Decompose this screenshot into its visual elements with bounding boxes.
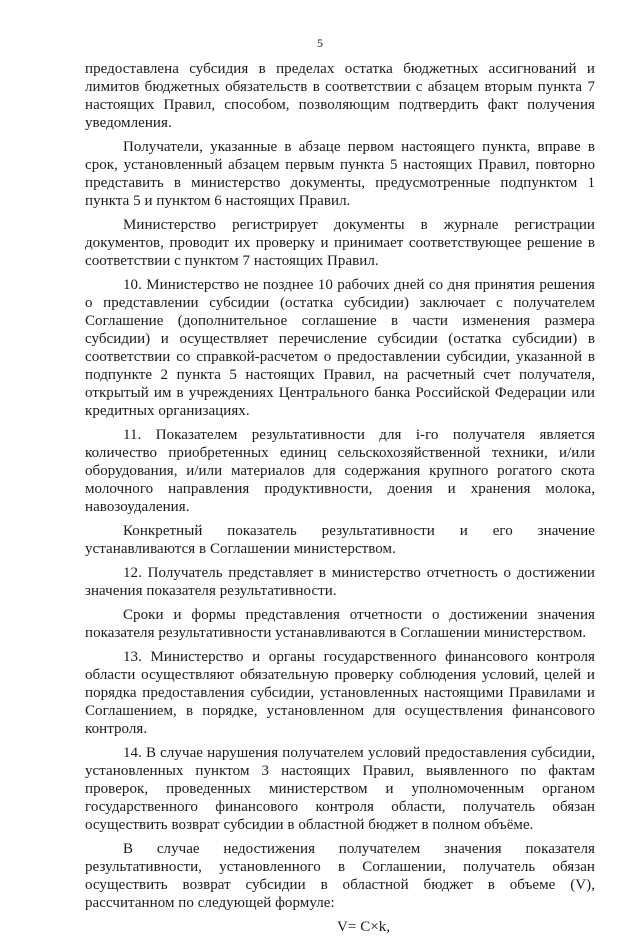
paragraph-non-achievement: В случае недостижения получателем значения показателя результативности, установленного в Соглашении, получатель обязан осуществить возврат субсидии в областной бюджет в объеме (V), рассчитанном по следующей формуле: [85, 841, 595, 911]
paragraph-clause-14: 14. В случае нарушения получателем условий предоставления субсидии, установленных пунктом 3 настоящих Правил, выявленного по фактам проверок, проведенных министерством и уполномоченным органом государственного финансового контроля области, получатель обязан осуществить возврат субсидии в областной бюджет в полном объёме. [85, 745, 595, 833]
paragraph-continuation: предоставлена субсидия в пределах остатка бюджетных ассигнований и лимитов бюджетных обязательств в соответствии с абзацем вторым пункта 7 настоящих Правил, способом, позволяющим подтвердить факт получения уведомления. [85, 61, 595, 131]
paragraph-ministry-registers: Министерство регистрирует документы в журнале регистрации документов, проводит их проверку и принимает соответствующее решение в соответствии с пунктом 7 настоящих Правил. [85, 217, 595, 269]
page-number: 5 [317, 36, 323, 50]
paragraph-clause-10: 10. Министерство не позднее 10 рабочих дней со дня принятия решения о представлении субсидии (остатка субсидии) заключает с получателем Соглашение (дополнительное соглашение в части изменения размера субсидии) и осуществляет перечисление субсидии (остатка субсидии) в соответствии со справкой-расчетом о предоставлении субсидии, указанной в подпункте 2 пункта 5 настоящих Правил, на расчетный счет получателя, открытый им в учреждениях Центрального банка Российской Федерации или кредитных организациях. [85, 277, 595, 419]
paragraph-specific-indicator: Конкретный показатель результативности и его значение устанавливаются в Соглашении министерством. [85, 523, 595, 557]
formula: V= C×k, [337, 919, 391, 935]
document-body [85, 60, 595, 942]
paragraph-recipients-resubmit: Получатели, указанные в абзаце первом настоящего пункта, вправе в срок, установленный абзацем первым пункта 5 настоящих Правил, повторно представить в министерство документы, предусмотренные подпунктом 1 пункта 5 и пунктом 6 настоящих Правил. [85, 139, 595, 209]
paragraph-reporting-terms: Сроки и формы представления отчетности о достижении значения показателя результативности устанавливаются в Соглашении министерством. [85, 607, 595, 641]
paragraph-clause-12: 12. Получатель представляет в министерство отчетность о достижении значения показателя результативности. [85, 565, 595, 599]
paragraph-clause-11: 11. Показателем результативности для i-го получателя является количество приобретенных единиц сельскохозяйственной техники, и/или оборудования, и/или материалов для содержания крупного рогатого скота молочного направления продуктивности, доения и хранения молока, навозоудаления. [85, 427, 595, 515]
paragraph-clause-13: 13. Министерство и органы государственного финансового контроля области осуществляют обязательную проверку соблюдения условий, целей и порядка предоставления субсидии, установленных настоящими Правилами и Соглашением, в порядке, установленном для осуществления финансового контроля. [85, 649, 595, 737]
